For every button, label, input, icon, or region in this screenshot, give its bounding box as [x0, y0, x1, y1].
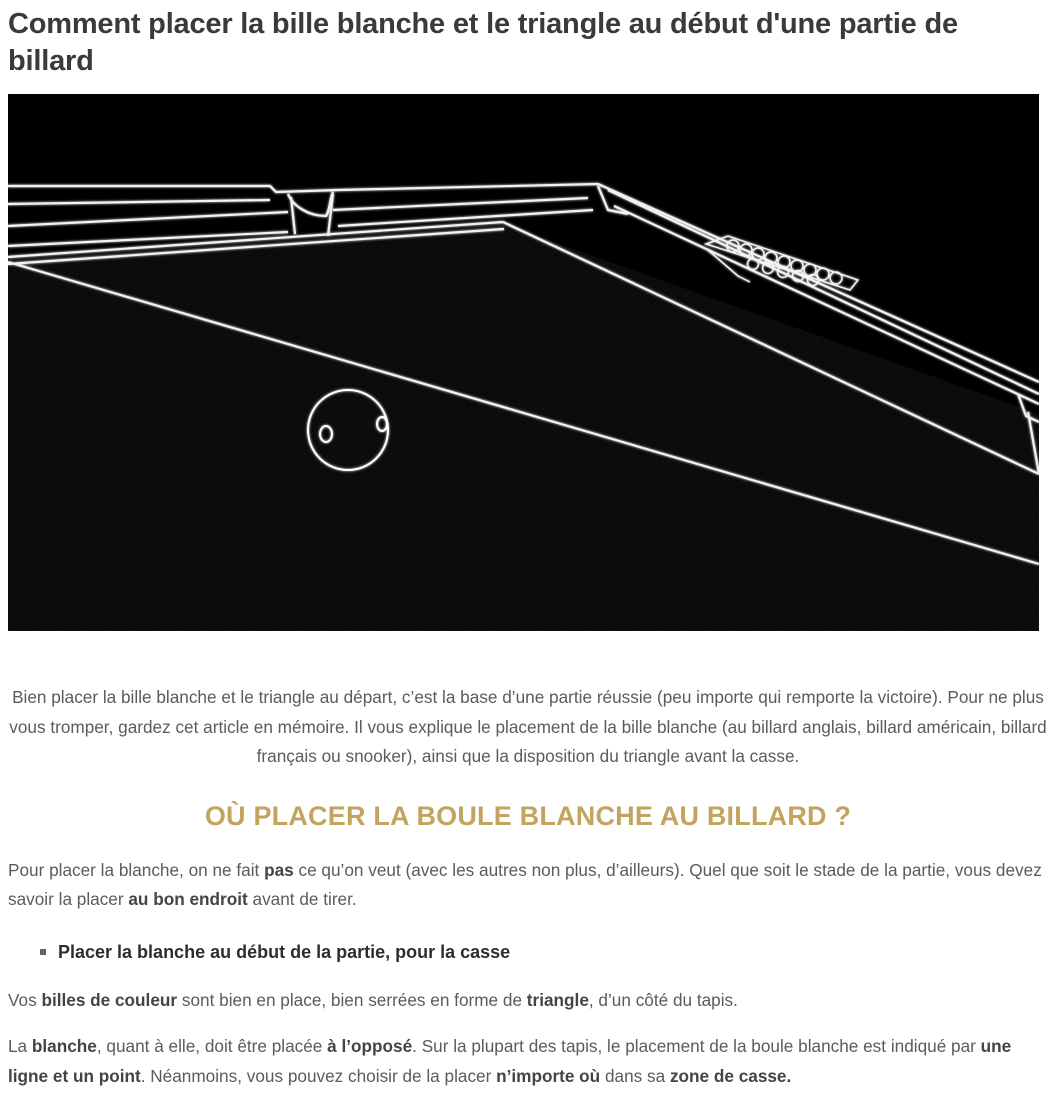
paragraph-1 — [8, 856, 1048, 915]
text-run: ce qu’on veut (avec les autres non plus, d’ailleurs). Quel que soit le stade de la partie, vous devez savoir la placer — [8, 859, 1042, 909]
text-run: dans sa — [600, 1065, 670, 1086]
bold-text: une ligne et un point — [8, 1036, 1012, 1086]
square-bullet-icon — [40, 949, 46, 955]
bold-text: billes de couleur — [41, 989, 178, 1010]
bold-text: à l’opposé — [327, 1036, 413, 1056]
bold-text: n’importe où — [496, 1065, 601, 1086]
pool-table-illustration — [8, 94, 1039, 631]
article — [0, 6, 1056, 1113]
bold-text: triangle — [526, 989, 589, 1010]
bold-text: blanche — [31, 1036, 97, 1056]
text-run: La — [8, 1036, 32, 1056]
article-intro: Bien placer la bille blanche et le triangle au départ, c’est la base d’une partie réussie (peu importe qui remporte la victoire). Pour ne plus vous tromper, gardez cet article en mémoire. Il vous explique le placement de la bille blanche (au billard anglais, billard américain, billard français ou snooker), ainsi que la disposition du triangle avant la casse. — [9, 687, 1047, 766]
text-run: . Néanmoins, vous pouvez choisir de la placer — [140, 1065, 497, 1086]
hero-image — [8, 94, 1039, 631]
article-title: Comment placer la bille blanche et le triangle au début d'une partie de billard — [8, 8, 958, 77]
list-item — [40, 939, 1048, 965]
bold-text: au bon endroit — [128, 889, 248, 909]
text-run: Pour placer la blanche, on ne fait — [8, 859, 265, 880]
bold-text: zone de casse. — [669, 1065, 792, 1086]
paragraph-3 — [8, 1032, 1048, 1091]
text-run: sont bien en place, bien serrées en forme de — [177, 989, 527, 1010]
bold-text: pas — [264, 859, 294, 880]
section-heading: OÙ PLACER LA BOULE BLANCHE AU BILLARD ? — [204, 800, 852, 831]
text-run: , quant à elle, doit être placée — [96, 1036, 328, 1056]
text-run: Vos — [8, 989, 42, 1010]
paragraph-2 — [8, 986, 1048, 1016]
text-run: avant de tirer. — [247, 889, 357, 909]
text-run: . Sur la plupart des tapis, le placement de la boule blanche est indiqué par — [412, 1036, 981, 1056]
bullet-list — [8, 939, 1048, 965]
list-item-label: Placer la blanche au début de la partie, pour la casse — [58, 941, 511, 962]
text-run: , d’un côté du tapis. — [588, 989, 738, 1010]
